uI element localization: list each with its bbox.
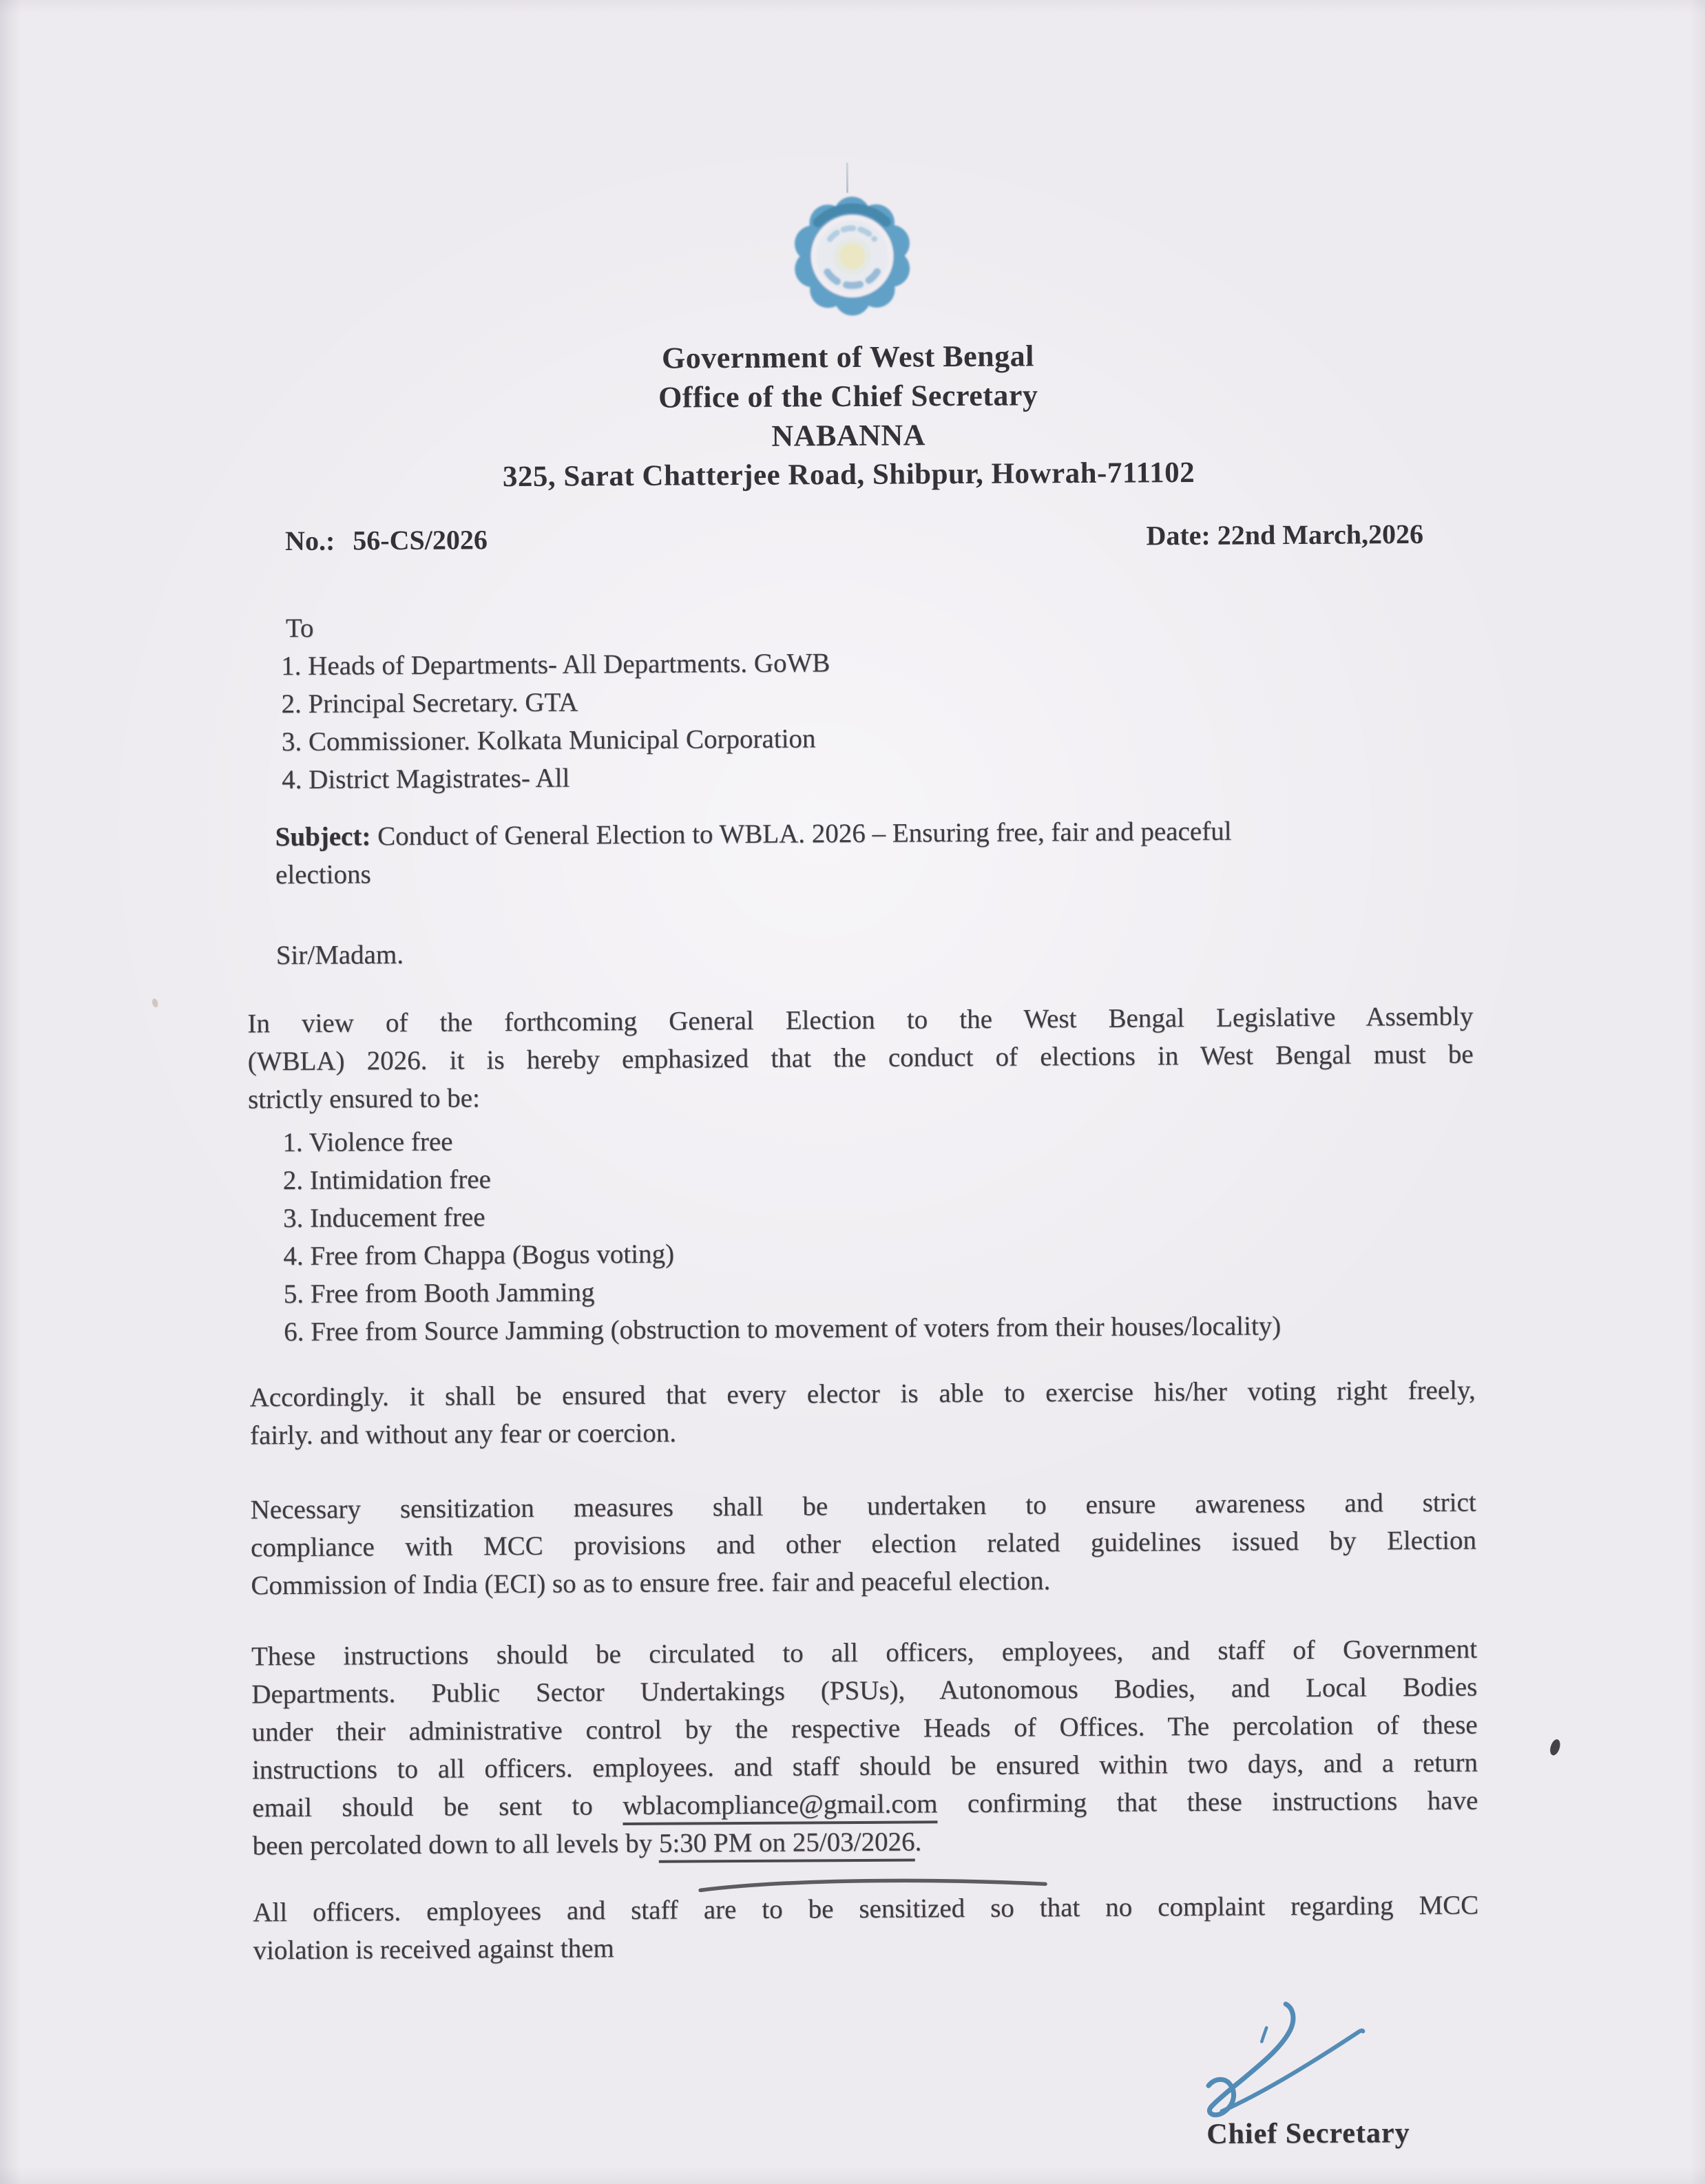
reference-number [285,521,488,560]
paragraph-intro [247,997,1474,1118]
paragraph-circulation [251,1630,1478,1865]
condition-line: 1. Violence free [282,1126,453,1158]
paragraph-line: (WBLA) 2026. it is hereby emphasized that the conduct of elections in West Bengal must be [247,1039,1474,1077]
recipient-line: 4. District Magistrates- All [282,763,570,795]
letterhead-office: Office of the Chief Secretary [658,378,1038,414]
letterhead-building: NABANNA [771,418,926,453]
subject-block [275,811,1461,894]
reference-number-value: 56-CS/2026 [353,524,488,556]
recipient-line: 1. Heads of Departments- All Departments. GoWB [281,648,830,682]
letterhead-org: Government of West Bengal [661,339,1035,375]
recipient-line: 2. Principal Secretary. GTA [281,687,578,720]
signature-ink-icon [1186,1992,1368,2119]
paragraph-line: instructions to all officers. employees. and staff should be ensured within two days, and a return [251,1747,1478,1785]
reference-row [285,516,1423,560]
paragraph-line: fairly. and without any fear or coercion. [249,1418,677,1451]
subject-text: Conduct of General Election to WBLA. 2026 – Ensuring free, fair and peaceful [370,816,1232,852]
paragraph-sensitization [251,1483,1477,1604]
condition-line: 4. Free from Chappa (Bogus voting) [283,1239,675,1272]
deadline-line-prefix: been percolated down to all levels by [252,1828,660,1861]
subject-label: Subject: [275,821,371,852]
paragraph-accordingly [250,1371,1476,1454]
salutation: Sir/Madam. [275,939,404,971]
paragraph-mcc-warning [253,1886,1479,1969]
signature-block [1186,1992,1414,2151]
letterhead-address: 325, Sarat Chatterjee Road, Shibpur, Howrah-711102 [502,456,1195,494]
paragraph-line-deadline [253,1819,1478,1865]
recipient-line: 3. Commissioner. Kolkata Municipal Corporation [281,724,816,757]
paragraph-line: These instructions should be circulated to all officers, employees, and staff of Government [251,1634,1478,1672]
condition-line: 3. Inducement free [282,1202,485,1234]
condition-line: 6. Free from Source Jamming (obstruction to movement of voters from their houses/locality) [283,1311,1282,1347]
signatory-title: Chief Secretary [1206,2117,1410,2150]
subject-line-2: elections [275,859,371,890]
compliance-email: wblacompliance@gmail.com [623,1789,937,1825]
letter-date: Date: 22nd March,2026 [1146,518,1424,552]
paragraph-line: Accordingly. it shall be ensured that every elector is able to exercise his/her voting right freely, [249,1375,1476,1413]
email-line-suffix: confirming that these instructions have [937,1785,1478,1819]
ink-speck [1549,1738,1562,1756]
reference-number-label: No.: [284,525,335,557]
deadline-line-suffix: . [914,1827,922,1857]
election-conditions-list [282,1115,1705,1351]
hand-drawn-underline [697,1876,1049,1896]
paragraph-line: All officers. employees and staff are to be sensitized so that no complaint regarding MCC [253,1890,1479,1928]
paragraph-line: In view of the forthcoming General Election to the West Bengal Legislative Assembly [247,1001,1474,1039]
condition-line: 5. Free from Booth Jamming [283,1277,595,1310]
paper-speck [151,998,159,1008]
paragraph-line: compliance with MCC provisions and other election related guidelines issued by Election [250,1525,1477,1563]
paragraph-line: strictly ensured to be: [247,1083,481,1115]
deadline-value: 5:30 PM on 25/03/2026 [659,1827,915,1862]
west-bengal-government-seal-icon [786,188,918,324]
email-line-prefix: email should be sent to [252,1791,623,1823]
paragraph-line: under their administrative control by the respective Heads of Offices. The percolation of these [251,1710,1478,1747]
condition-line: 2. Intimidation free [282,1164,492,1196]
paragraph-line: Commission of India (ECI) so as to ensure free. fair and peaceful election. [251,1566,1051,1601]
paragraph-line-email [252,1781,1478,1827]
letterhead [0,332,1702,499]
to-label: To [285,613,314,644]
paragraph-line: violation is received against them [253,1933,614,1966]
recipient-list [281,638,1703,799]
paragraph-line: Departments. Public Sector Undertakings (PSUs), Autonomous Bodies, and Local Bodies [251,1672,1478,1710]
paragraph-line: Necessary sensitization measures shall be undertaken to ensure awareness and strict [250,1487,1476,1525]
